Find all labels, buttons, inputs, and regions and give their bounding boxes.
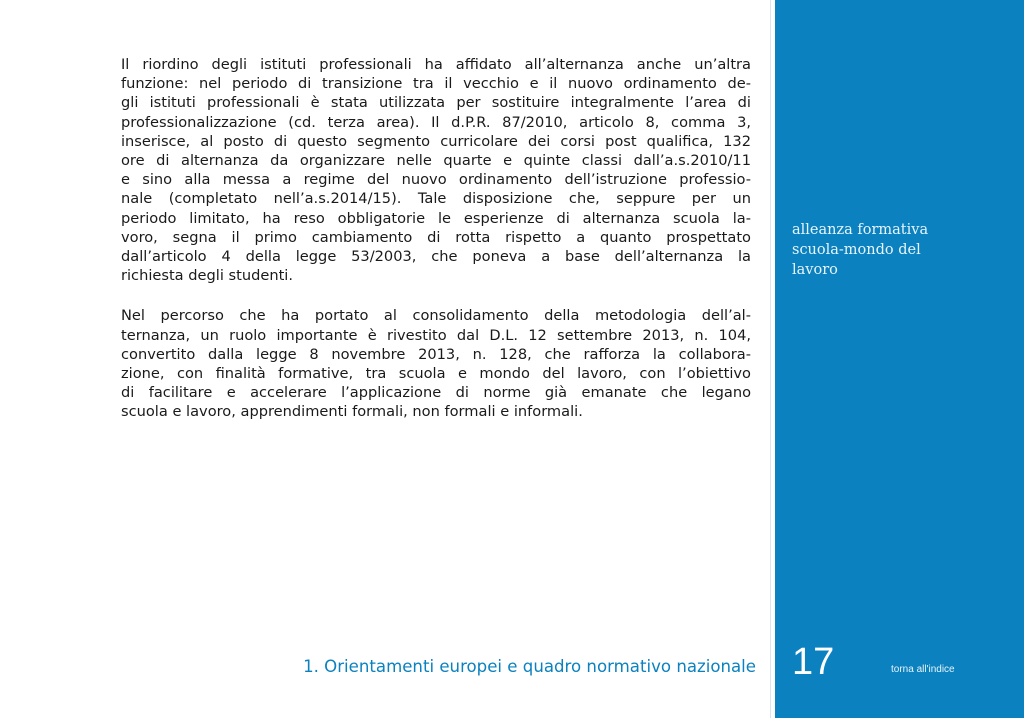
page-number: 17: [792, 641, 835, 683]
section-title-line: scuola-mondo del: [792, 242, 921, 258]
section-title-line: alleanza formativa: [792, 222, 929, 238]
paragraph-2: [121, 306, 751, 421]
text-line: Nel percorso che ha portato al consolidamento della metodologia dell’al-: [121, 307, 751, 325]
text-line: richiesta degli studenti.: [121, 267, 294, 285]
text-line: di facilitare e accelerare l’applicazione di norme già emanate che legano: [121, 384, 751, 402]
text-line: funzione: nel periodo di transizione tra il vecchio e il nuovo ordinamento de-: [121, 75, 751, 93]
sidebar: [775, 0, 1024, 718]
text-line: zione, con finalità formative, tra scuola e mondo del lavoro, con l’obiettivo: [121, 365, 751, 383]
text-line: dall’articolo 4 della legge 53/2003, che poneva a base dell’alternanza la: [121, 248, 751, 266]
text-line: Il riordino degli istituti professionali ha affidato all’alternanza anche un’altra: [121, 56, 751, 73]
text-line: ternanza, un ruolo importante è rivestito dal D.L. 12 settembre 2013, n. 104,: [121, 326, 751, 344]
text-line: gli istituti professionali è stata utilizzata per sostituire integralmente l’area di: [121, 94, 751, 112]
text-line: e sino alla messa a regime del nuovo ordinamento dell’istruzione professio-: [121, 171, 751, 189]
section-title-line: lavoro: [792, 262, 838, 278]
chapter-title: 1. Orientamenti europei e quadro normativo nazionale: [303, 657, 756, 676]
text-line: convertito dalla legge 8 novembre 2013, n. 128, che rafforza la collabora-: [121, 345, 751, 363]
text-line: inserisce, al posto di questo segmento curricolare dei corsi post qualifica, 132: [121, 132, 751, 150]
section-title: [792, 220, 1012, 280]
text-line: professionalizzazione (cd. terza area). Il d.P.R. 87/2010, articolo 8, comma 3,: [121, 113, 751, 131]
text-line: ore di alternanza da organizzare nelle quarte e quinte classi dall’a.s.2010/11: [121, 152, 751, 170]
text-line: nale (completato nell’a.s.2014/15). Tale disposizione che, seppure per un: [121, 190, 751, 208]
text-line: voro, segna il primo cambiamento di rotta rispetto a quanto prospettato: [121, 228, 751, 246]
text-line: scuola e lavoro, apprendimenti formali, non formali e informali.: [121, 403, 583, 421]
text-line: periodo limitato, ha reso obbligatorie le esperienze di alternanza scuola la-: [121, 209, 751, 227]
body-text: [121, 55, 751, 443]
paragraph-1: [121, 55, 751, 285]
back-to-index-link[interactable]: torna all'indice: [891, 664, 955, 675]
